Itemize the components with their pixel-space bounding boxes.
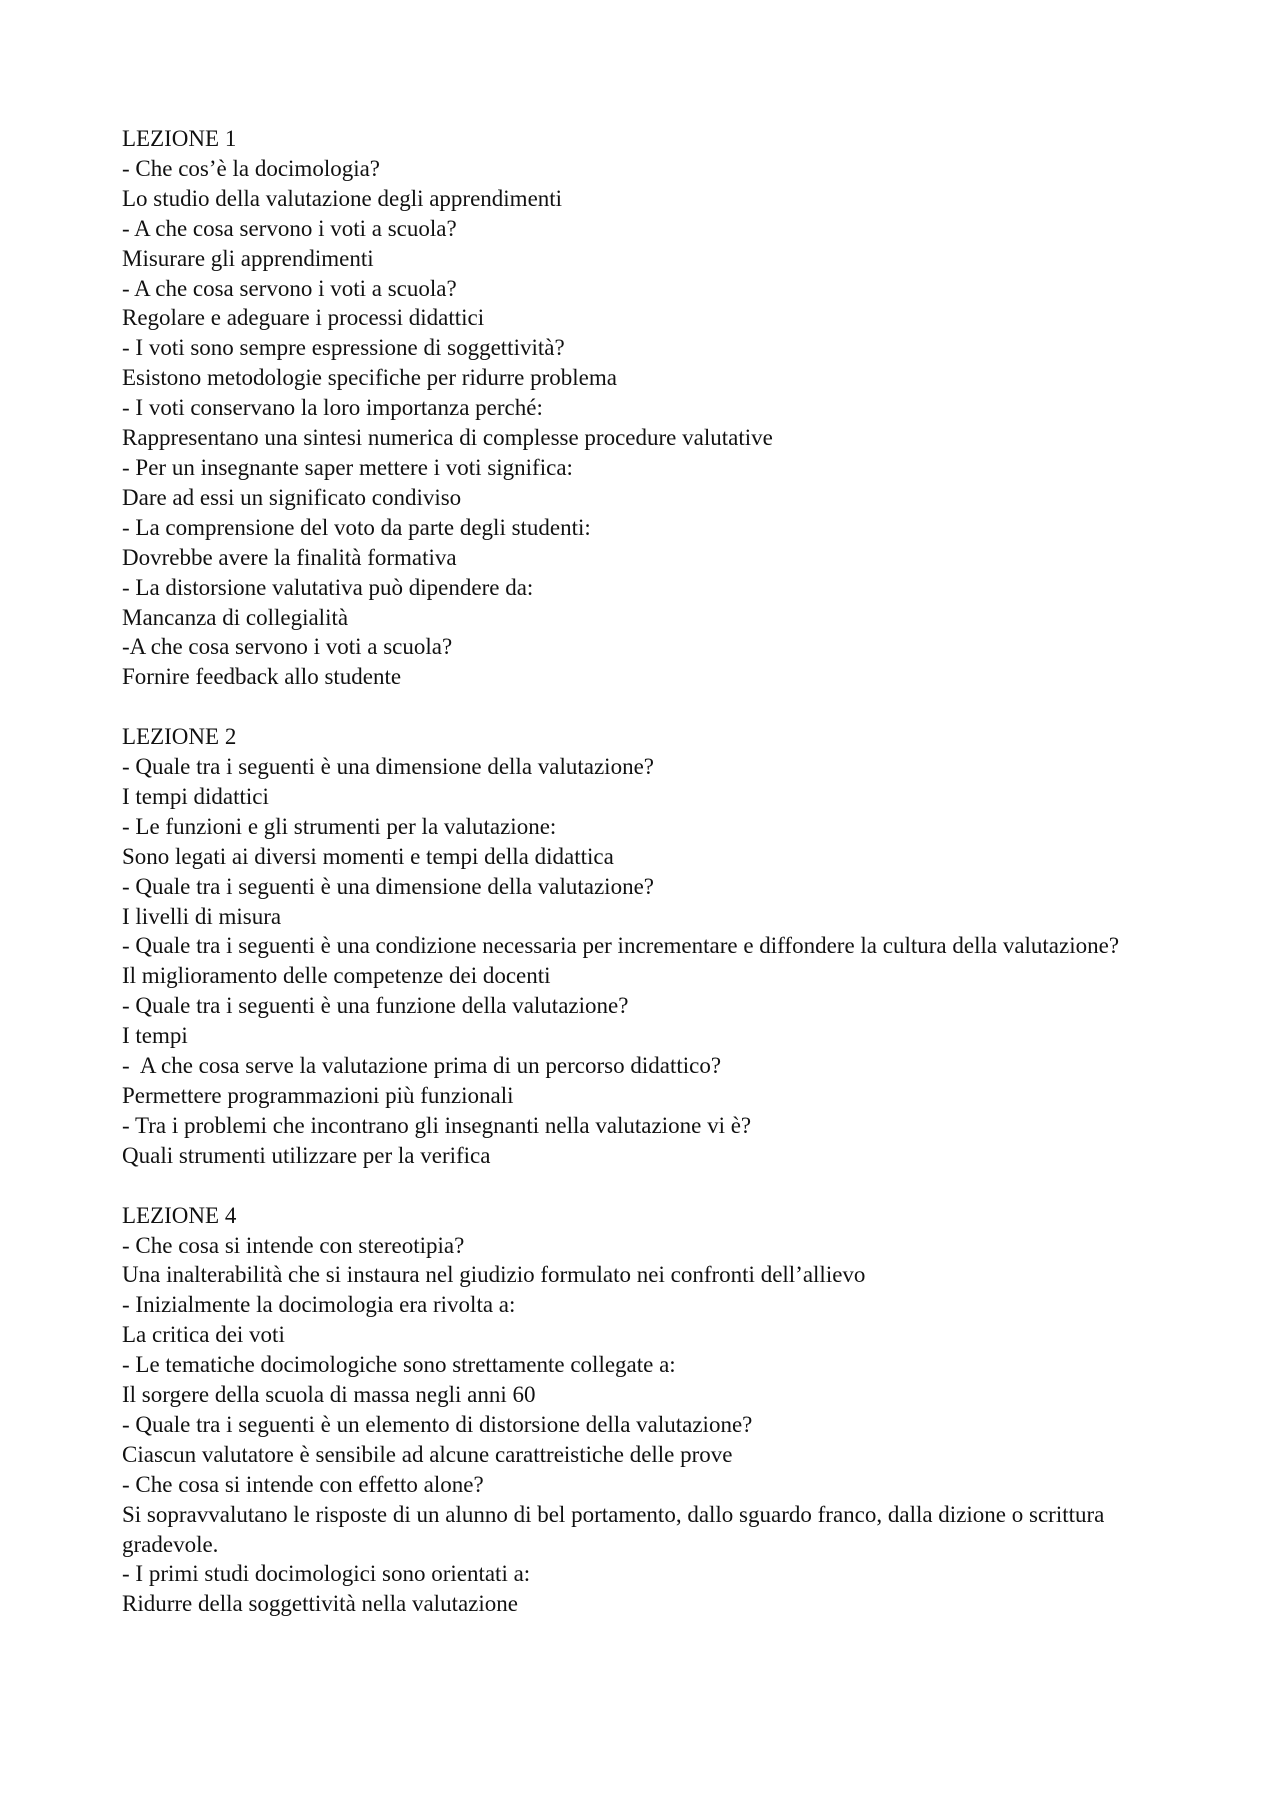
question-line: -A che cosa servono i voti a scuola? xyxy=(122,634,453,660)
answer-line: Ridurre della soggettività nella valutazione xyxy=(122,1591,518,1617)
answer-line: Ciascun valutatore è sensibile ad alcune carattreistiche delle prove xyxy=(122,1441,733,1467)
answer-line: Si sopravvalutano le risposte di un alunno di bel portamento, dallo sguardo franco, dalla dizione o scrittura gradevole. xyxy=(122,1501,1111,1557)
answer-line: I tempi didattici xyxy=(122,783,269,809)
answer-line: Fornire feedback allo studente xyxy=(122,664,402,690)
question-line: - Quale tra i seguenti è una condizione necessaria per incrementare e diffondere la cultura della valutazione? xyxy=(122,933,1120,959)
section-lezione-2 xyxy=(122,722,1162,1171)
section-lezione-4 xyxy=(122,1201,1162,1620)
question-line: - I primi studi docimologici sono orientati a: xyxy=(122,1561,531,1587)
question-line: - Inizialmente la docimologia era rivolta a: xyxy=(122,1292,516,1318)
question-line: - A che cosa servono i voti a scuola? xyxy=(122,215,457,241)
section-heading: LEZIONE 4 xyxy=(122,1202,237,1228)
question-line: - La distorsione valutativa può dipendere da: xyxy=(122,574,534,600)
question-line: - Che cos’è la docimologia? xyxy=(122,155,381,181)
question-line: - Che cosa si intende con effetto alone? xyxy=(122,1471,484,1497)
answer-line: Esistono metodologie specifiche per ridurre problema xyxy=(122,365,617,391)
answer-line: I tempi xyxy=(122,1023,188,1049)
answer-line: Dovrebbe avere la finalità formativa xyxy=(122,544,457,570)
question-line: - Tra i problemi che incontrano gli insegnanti nella valutazione vi è? xyxy=(122,1112,752,1138)
answer-line: Il sorgere della scuola di massa negli anni 60 xyxy=(122,1382,536,1408)
answer-line: Lo studio della valutazione degli apprendimenti xyxy=(122,185,563,211)
answer-line: Dare ad essi un significato condiviso xyxy=(122,484,462,510)
question-line: - Le funzioni e gli strumenti per la valutazione: xyxy=(122,813,557,839)
question-line: - La comprensione del voto da parte degli studenti: xyxy=(122,514,591,540)
section-lezione-1 xyxy=(122,124,1162,692)
answer-line: La critica dei voti xyxy=(122,1322,285,1348)
section-heading: LEZIONE 1 xyxy=(122,126,237,151)
question-line: - Quale tra i seguenti è un elemento di distorsione della valutazione? xyxy=(122,1411,753,1437)
question-line: - I voti sono sempre espressione di soggettività? xyxy=(122,335,565,361)
answer-line: Misurare gli apprendimenti xyxy=(122,245,374,271)
question-line: - Per un insegnante saper mettere i voti significa: xyxy=(122,454,573,480)
answer-line: Sono legati ai diversi momenti e tempi della didattica xyxy=(122,843,614,869)
question-line: - Quale tra i seguenti è una dimensione della valutazione? xyxy=(122,754,654,780)
answer-line: Rappresentano una sintesi numerica di complesse procedure valutative xyxy=(122,425,773,451)
answer-line: Permettere programmazioni più funzionali xyxy=(122,1082,514,1108)
answer-line: Mancanza di collegialità xyxy=(122,604,349,630)
question-line: - Quale tra i seguenti è una funzione della valutazione? xyxy=(122,993,629,1019)
question-line: - Che cosa si intende con stereotipia? xyxy=(122,1232,465,1258)
section-heading: LEZIONE 2 xyxy=(122,724,237,750)
question-line: - Quale tra i seguenti è una dimensione della valutazione? xyxy=(122,873,654,899)
question-line: - A che cosa servono i voti a scuola? xyxy=(122,275,457,301)
answer-line: Il miglioramento delle competenze dei docenti xyxy=(122,963,551,989)
question-line: - A che cosa serve la valutazione prima di un percorso didattico? xyxy=(122,1053,722,1079)
answer-line: Una inalterabilità che si instaura nel giudizio formulato nei confronti dell’allievo xyxy=(122,1262,866,1288)
answer-line: Regolare e adeguare i processi didattici xyxy=(122,305,485,331)
document-body xyxy=(122,124,1162,1649)
question-line: - Le tematiche docimologiche sono strettamente collegate a: xyxy=(122,1352,676,1378)
question-line: - I voti conservano la loro importanza perché: xyxy=(122,395,543,421)
answer-line: I livelli di misura xyxy=(122,903,282,929)
answer-line: Quali strumenti utilizzare per la verifica xyxy=(122,1142,491,1168)
